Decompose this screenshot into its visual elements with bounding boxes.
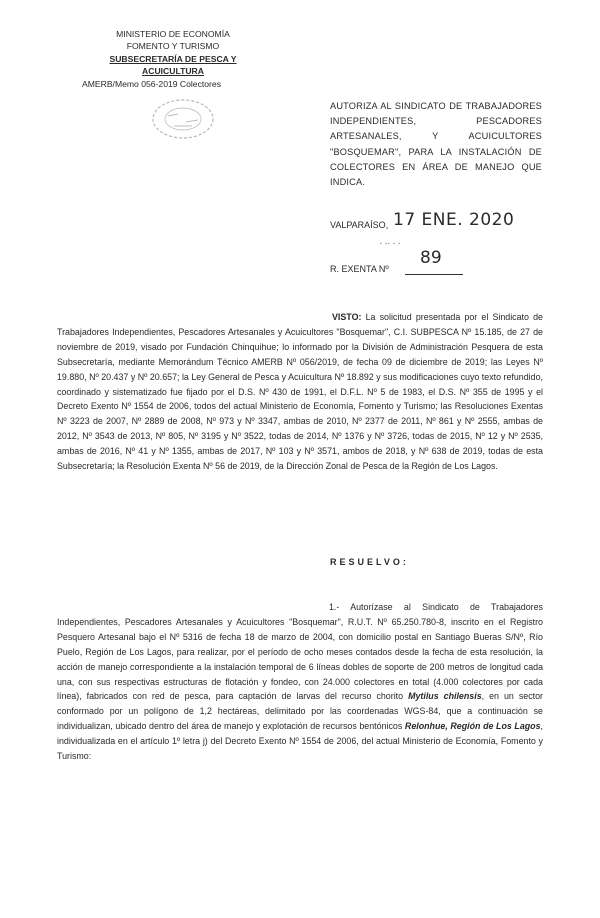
visto-label: VISTO: [332,312,362,322]
resolution-subject: AUTORIZA AL SINDICATO DE TRABAJADORES INDEPENDIENTES, PESCADORES ARTESANALES, Y ACUICULTORES "BOSQUEMAR", PARA LA INSTALACIÓN DE COLECTORES EN ÁREA DE MANEJO QUE INDICA. [330,101,542,188]
ministry-name: MINISTERIO DE ECONOMÍA [116,29,230,39]
letterhead [78,28,268,90]
resolution-number: 89 [420,248,442,268]
visto-text: La solicitud presentada por el Sindicato de Trabajadores Independientes, Pescadores Artesanales y Acuicultores "Bosquemar", C.I. SUBPESCA Nº 15.185, de 27 de noviembre de 2019, visado por Fundación Chinquihue; lo informado por la División de Administración Pesquera de esta Subsecretaría, mediante Memorándum Técnico AMERB Nº 056/2019, de fecha 09 de diciembre de 2019; las Leyes Nº 19.880, Nº 20.437 y Nº 20.657; la Ley General de Pesca y Acuicultura Nº 18.892 y sus modificaciones cuyo texto refundido, coordinado y sistematizado fue fijado por el D.S. Nº 430 de 1991, el D.F.L. Nº 5 de 1983, el D.S. Nº 355 de 1995 y el Decreto Exento Nº 1554 de 2006, todos del actual Ministerio de Economía, Fomento y Turismo; las Resoluciones Exentas Nº 3223 de 2007, Nº 2889 de 2008, Nº 973 y Nº 3347, ambas de 2010, Nº 2377 de 2011, Nº 861 y Nº 2555, ambas de 2012, Nº 3543 de 2013, Nº 805, Nº 3195 y Nº 3522, todas de 2014, Nº 1376 y Nº 3726, todas de 2015, Nº 12 y Nº 2535, ambas de 2016, Nº 41 y Nº 1355, ambas de 2017, Nº 103 y Nº 3571, ambos de 2018, y Nº 638 de 2019, todas de esta Subsecretaría; la Resolución Exenta Nº 56 de 2019, de la Dirección Zonal de Pesca de la Región de Los Lagos. [57,312,543,472]
undersecretariat-name: SUBSECRETARÍA DE PESCA Y ACUICULTURA [109,53,237,77]
article-1-text-a: 1.- Autorízase al Sindicato de Trabajadores Independientes, Pescadores Artesanales y Acuicultores "Bosquemar", R.U.T. Nº 65.250.780-8, inscrito en el Registro Pesquero Artesanal bajo el Nº 5316 de fecha 18 de marzo de 2004, con domicilio postal en Santiago Bueras S/Nº, Río Puelo, Región de Los Lagos, para realizar, por el período de ocho meses contados desde la fecha de esta resolución, la acción de manejo correspondiente a la instalación temporal de 6 líneas dobles de soporte de 200 metros de longitud cada una, con sus respectivas estructuras de flotación y fondeo, con 24.000 colectores en total (4.000 colectores por cada línea), fabricados con red de pesca, para captación de larvas del recurso chorito [57,602,543,702]
date-stamp: 17 ENE. 2020 [393,210,515,230]
species-name-italic: Mytilus chilensis [408,691,482,702]
resuelvo-heading: RESUELVO: [330,557,409,567]
article-1-paragraph [57,600,543,764]
article-1-text-b: , en un sector conformado por un polígono de 1,2 hectáreas, delimitado por las coordenadas WGS-84, que a continuación se individualizan, ubicado dentro del área de manejo y explotación de recursos bentónicos [57,691,544,732]
species-name [408,691,482,701]
official-seal-stamp [148,96,218,142]
document-reference: AMERB/Memo 056-2019 Colectores [82,78,221,89]
sector-name-italic: Relonhue, Región de Los Lagos [404,721,541,732]
place-label: VALPARAÍSO, [330,220,389,230]
resolution-number-underline [405,274,463,275]
faint-stamp-marks: ▪ ▪▪ ▪ ▪ [380,241,402,247]
ministry-subtitle: FOMENTO Y TURISMO [126,41,220,52]
article-1-text-c: , individualizada en el artículo 1º letra j) del Decreto Exento Nº 1554 de 2006, del actual Ministerio de Economía, Fomento y Turismo: [57,721,543,762]
resolution-number-label: R. EXENTA Nº [330,264,389,274]
sector-name [405,721,541,731]
visto-paragraph [57,310,543,474]
